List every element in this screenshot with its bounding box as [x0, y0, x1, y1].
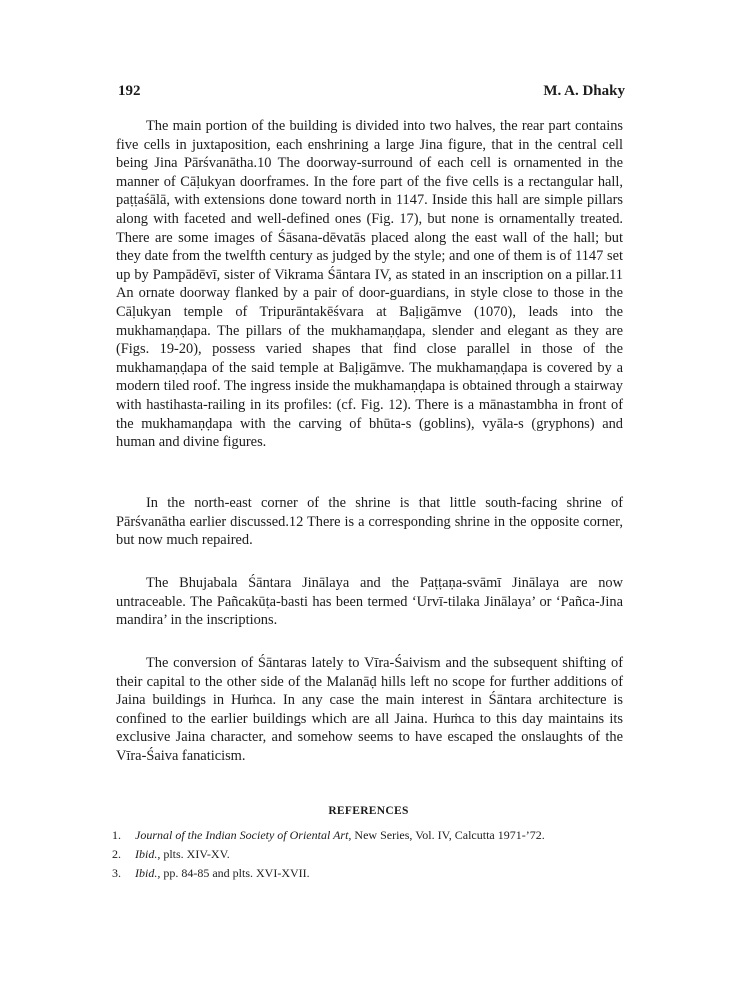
reference-detail: plts. XIV-XV. [163, 847, 230, 861]
reference-detail: New Series, Vol. IV, Calcutta 1971-’72. [354, 828, 545, 842]
references-heading: REFERENCES [328, 805, 409, 817]
reference-title: Journal of the Indian Society of Oriental Art, [135, 828, 352, 842]
paragraph-2: In the north-east corner of the shrine is that little south-facing shrine of Pārśvanātha earlier discussed.12 There is a corresponding shrine in the opposite corner, but now much repaired. [116, 495, 623, 549]
reference-item [112, 845, 632, 864]
reference-detail: pp. 84-85 and plts. XVI-XVII. [163, 866, 310, 880]
paragraph-1: The main portion of the building is divided into two halves, the rear part contains five cells in juxtaposition, each enshrining a large Jina figure, that in the central cell being Jina Pārśvanātha.10 The doorway-surround of each cell is ornamented in the manner of Cāḷukyan doorframes. In the fore part of the five cells is a rectangular hall, paṭṭaśālā, with extensions done toward north in 1147. Inside this hall are simple pillars along with faceted and well-defined ones (Fig. 17), but none is ornamentally treated. There are some images of Śāsana-dēvatās placed along the east wall of the hall; but they date from the twelfth century as judged by the style; and one of them is of 1147 set up by Pampādēvī, sister of Vikrama Śāntara IV, as stated in an inscription on a pillar.11 An ornate doorway flanked by a pair of door-guardians, in style close to those in the Cāḷukyan temple of Tripurāntakēśvara at Baḷigāmve (1070), leads into the mukhamaṇḍapa. The pillars of the mukhamaṇḍapa, slender and elegant as they are (Figs. 19-20), possess varied shapes that find close parallel in those of the mukhamaṇḍapa of the said temple at Baḷigāmve. The mukhamaṇḍapa is covered by a modern tiled roof. The ingress inside the mukhamaṇḍapa is obtained through a stairway with hastihasta-railing in its profiles: (cf. Fig. 12). There is a mānastambha in front of the mukhamaṇḍapa with the carving of bhūta-s (goblins), vyāla-s (gryphons) and human and divine figures. [116, 118, 623, 451]
reference-number: 1. [112, 828, 121, 842]
reference-title: Ibid., [135, 866, 161, 880]
paragraph-3: The Bhujabala Śāntara Jinālaya and the Paṭṭaṇa-svāmī Jinālaya are now untraceable. The Pañcakūṭa-basti has been termed ‘Urvī-tilaka Jinālaya’ or ‘Pañca-Jina mandira’ in the inscriptions. [116, 575, 623, 629]
page-number: 192 [118, 83, 141, 99]
reference-title: Ibid., [135, 847, 161, 861]
reference-item [112, 826, 632, 845]
references-list [112, 826, 632, 883]
author-running-head: M. A. Dhaky [543, 83, 625, 99]
reference-item [112, 864, 632, 883]
paragraph-4: The conversion of Śāntaras lately to Vīra-Śaivism and the subsequent shifting of their capital to the other side of the Malanāḍ hills left no scope for further additions of Jaina buildings in Huṁca. In any case the main interest in Śāntara architecture is confined to the earlier buildings which are all Jaina. Huṁca to this day maintains its exclusive Jaina character, and somehow seems to have escaped the onslaughts of the Vīra-Śaiva fanaticism. [116, 655, 623, 764]
reference-number: 2. [112, 847, 121, 861]
reference-number: 3. [112, 866, 121, 880]
